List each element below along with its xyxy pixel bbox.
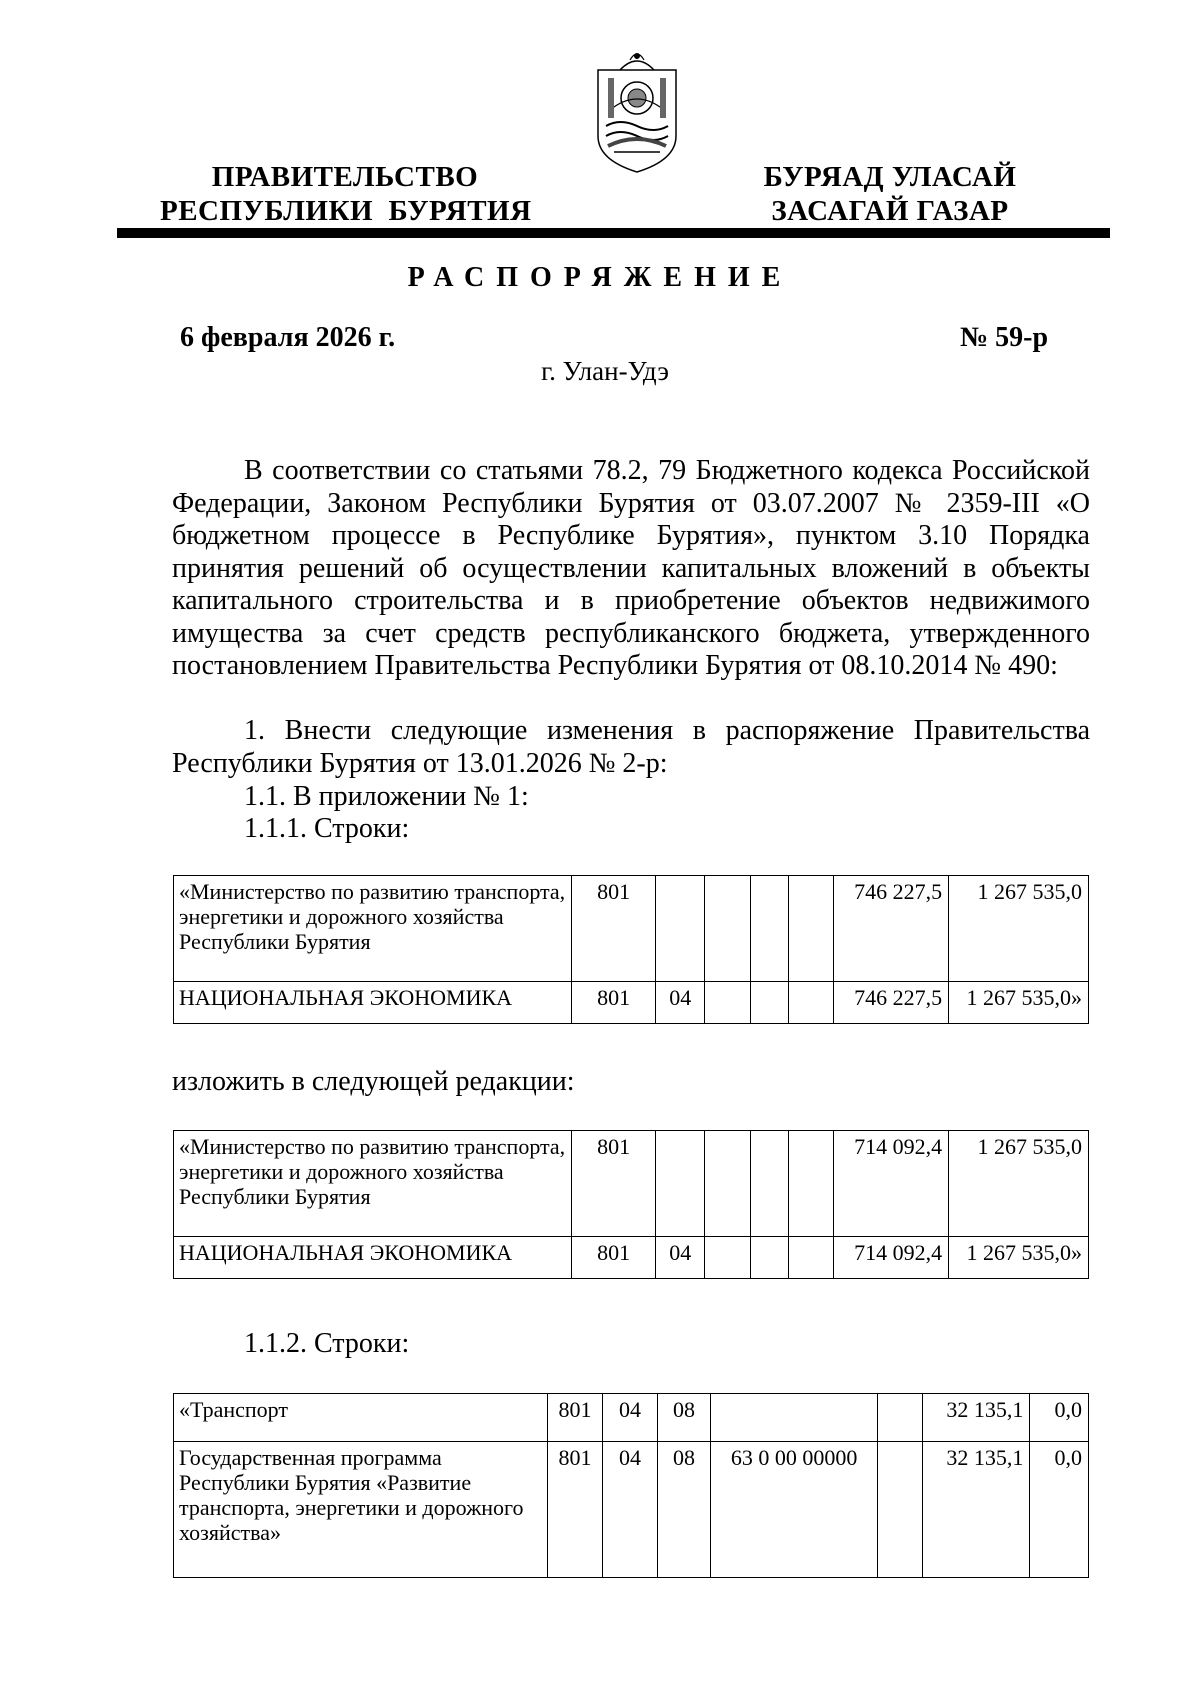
table-cell-name: НАЦИОНАЛЬНАЯ ЭКОНОМИКА xyxy=(174,1237,572,1279)
table-cell-amount: 746 227,5 xyxy=(834,876,949,982)
table-cell-amount: 32 135,1 xyxy=(923,1394,1030,1442)
table-cell-code: 801 xyxy=(547,1442,603,1578)
table-cell xyxy=(750,982,788,1024)
table-row xyxy=(174,1394,1089,1442)
table-cell xyxy=(877,1442,922,1578)
table-cell-amount: 1 267 535,0 xyxy=(949,876,1089,982)
table-cell-code: 801 xyxy=(571,1237,656,1279)
org-name-russian xyxy=(160,160,530,228)
table-cell-name: Государственная программа Республики Бурятия «Развитие транспорта, энергетики и дорожного хозяйства» xyxy=(174,1442,548,1578)
table-row xyxy=(174,1442,1089,1578)
table-row xyxy=(174,1131,1089,1237)
table-cell-name: «Транспорт xyxy=(174,1394,548,1442)
table-cell-amount: 746 227,5 xyxy=(834,982,949,1024)
item-1-text: 1. Внести следующие изменения в распоряжение Правительства Республики Бурятия от 13.01.2026 № 2-р: xyxy=(172,715,1090,779)
org-name-buryat-line1: БУРЯАД УЛАСАЙ xyxy=(763,161,1017,193)
table-cell-amount: 1 267 535,0 xyxy=(949,1131,1089,1237)
table-cell xyxy=(656,1131,705,1237)
table-cell xyxy=(705,982,751,1024)
table-new-rows xyxy=(173,1130,1089,1279)
table-cell-name: «Министерство по развитию транспорта, энергетики и дорожного хозяйства Республики Бурятия xyxy=(174,876,572,982)
table-cell xyxy=(788,1237,834,1279)
table-cell-amount: 32 135,1 xyxy=(923,1442,1030,1578)
table-cell xyxy=(656,876,705,982)
table-row xyxy=(174,982,1089,1024)
table-cell-section: 04 xyxy=(603,1394,658,1442)
preamble-paragraph xyxy=(172,455,1090,683)
header-rule xyxy=(117,228,1110,238)
table-cell-name: «Министерство по развитию транспорта, энергетики и дорожного хозяйства Республики Бурятия xyxy=(174,1131,572,1237)
coat-of-arms-icon xyxy=(590,48,684,176)
table-transport-rows xyxy=(173,1393,1089,1578)
table-cell xyxy=(750,1131,788,1237)
table-cell xyxy=(705,876,751,982)
org-name-russian-line1: ПРАВИТЕЛЬСТВО xyxy=(211,161,479,193)
table-cell xyxy=(750,1237,788,1279)
table-cell-code: 801 xyxy=(571,876,656,982)
org-name-buryat-line2: ЗАСАГАЙ ГАЗАР xyxy=(771,195,1009,227)
table-cell-target: 63 0 00 00000 xyxy=(711,1442,878,1578)
table-cell-amount: 0,0 xyxy=(1030,1442,1089,1578)
restatement-label: изложить в следующей редакции: xyxy=(172,1066,575,1097)
table-cell-amount: 714 092,4 xyxy=(834,1237,949,1279)
table-cell xyxy=(705,1131,751,1237)
org-name-buryat xyxy=(740,160,1040,228)
table-row xyxy=(174,876,1089,982)
document-type-title: РАСПОРЯЖЕНИЕ xyxy=(407,262,793,293)
org-name-russian-line2: РЕСПУБЛИКИ БУРЯТИЯ xyxy=(160,195,532,227)
item-1-1-1: 1.1.1. Строки: xyxy=(244,813,410,844)
table-cell-code: 801 xyxy=(571,1131,656,1237)
table-cell: 04 xyxy=(656,1237,705,1279)
document-number: № 59-р xyxy=(960,322,1049,353)
table-old-rows xyxy=(173,875,1089,1024)
preamble-text: В соответствии со статьями 78.2, 79 Бюджетного кодекса Российской Федерации, Законом Республики Бурятия от 03.07.2007 № 2359-III «О бюджетном процессе в Республике Бурятия», пунктом 3.10 Порядка принятия решений об осуществлении капитальных вложений в объекты капитального строительства и в приобретение объектов недвижимого имущества за счет средств республиканского бюджета, утвержденного постановлением Правительства Республики Бурятия от 08.10.2014 № 490: xyxy=(172,455,1090,681)
table-cell-code: 801 xyxy=(571,982,656,1024)
table-cell: 04 xyxy=(656,982,705,1024)
table-cell-subsection: 08 xyxy=(657,1442,711,1578)
document-date: 6 февраля 2026 г. xyxy=(180,322,396,353)
table-cell-section: 04 xyxy=(603,1442,658,1578)
table-cell-amount: 1 267 535,0» xyxy=(949,1237,1089,1279)
table-cell xyxy=(788,982,834,1024)
table-cell-name: НАЦИОНАЛЬНАЯ ЭКОНОМИКА xyxy=(174,982,572,1024)
table-cell xyxy=(788,1131,834,1237)
table-cell-amount: 714 092,4 xyxy=(834,1131,949,1237)
item-1-paragraph xyxy=(172,715,1090,780)
table-cell-code: 801 xyxy=(547,1394,603,1442)
table-cell xyxy=(788,876,834,982)
table-cell xyxy=(705,1237,751,1279)
table-cell-amount: 1 267 535,0» xyxy=(949,982,1089,1024)
item-1-1-2: 1.1.2. Строки: xyxy=(244,1328,410,1359)
table-cell-amount: 0,0 xyxy=(1030,1394,1089,1442)
table-cell xyxy=(877,1394,922,1442)
table-cell xyxy=(750,876,788,982)
document-city: г. Улан-Удэ xyxy=(541,356,669,386)
table-cell-target xyxy=(711,1394,878,1442)
table-cell-subsection: 08 xyxy=(657,1394,711,1442)
table-row xyxy=(174,1237,1089,1279)
item-1-1: 1.1. В приложении № 1: xyxy=(244,781,529,812)
